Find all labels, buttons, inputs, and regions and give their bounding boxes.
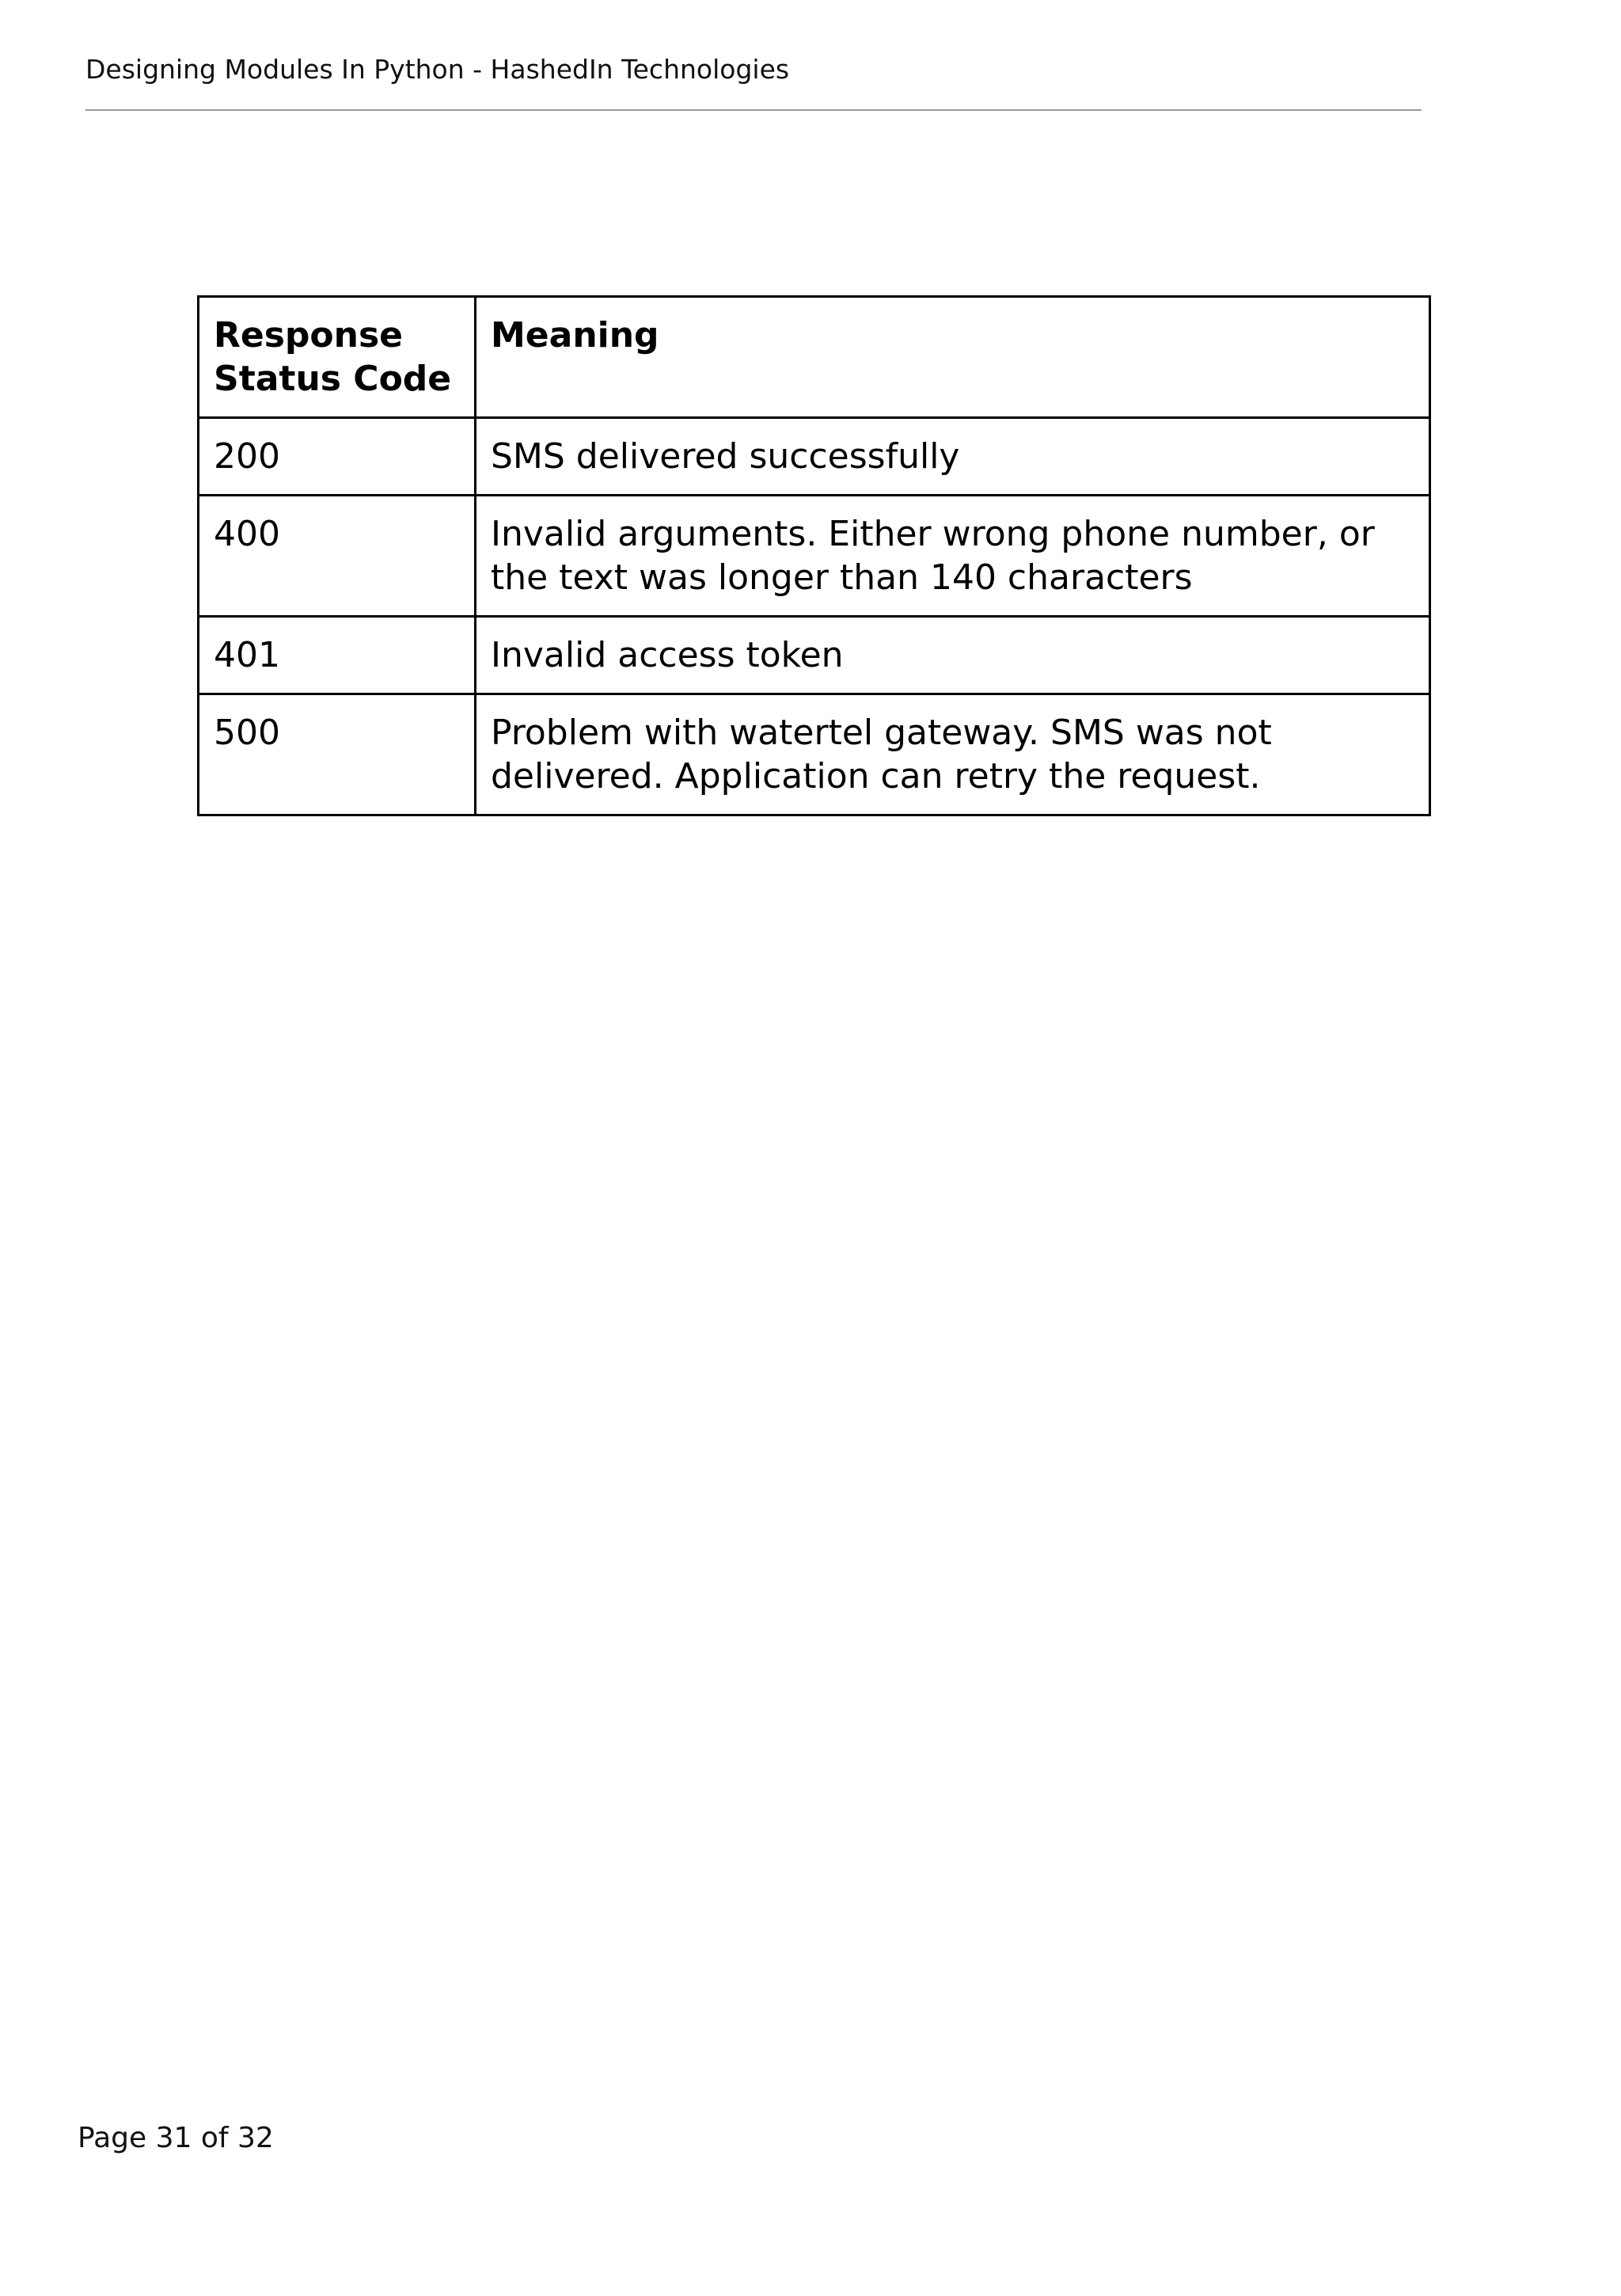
page-number-footer: Page 31 of 32 [78, 2122, 274, 2154]
column-header-meaning: Meaning [476, 297, 1430, 418]
status-code-cell: 200 [199, 418, 476, 496]
table-row [199, 496, 1430, 617]
meaning-cell: Invalid arguments. Either wrong phone number, or the text was longer than 140 characters [476, 496, 1430, 617]
table-header-row [199, 297, 1430, 418]
table-row [199, 694, 1430, 815]
status-code-cell: 400 [199, 496, 476, 617]
status-code-table [197, 295, 1431, 816]
column-header-status-code: Response Status Code [199, 297, 476, 418]
page-header-title: Designing Modules In Python - HashedIn Technologies [85, 54, 790, 85]
header-divider [85, 109, 1422, 111]
status-code-cell: 401 [199, 617, 476, 694]
table-row [199, 418, 1430, 496]
meaning-cell: SMS delivered successfully [476, 418, 1430, 496]
meaning-cell: Invalid access token [476, 617, 1430, 694]
status-code-cell: 500 [199, 694, 476, 815]
meaning-cell: Problem with watertel gateway. SMS was not delivered. Application can retry the request. [476, 694, 1430, 815]
table-row [199, 617, 1430, 694]
